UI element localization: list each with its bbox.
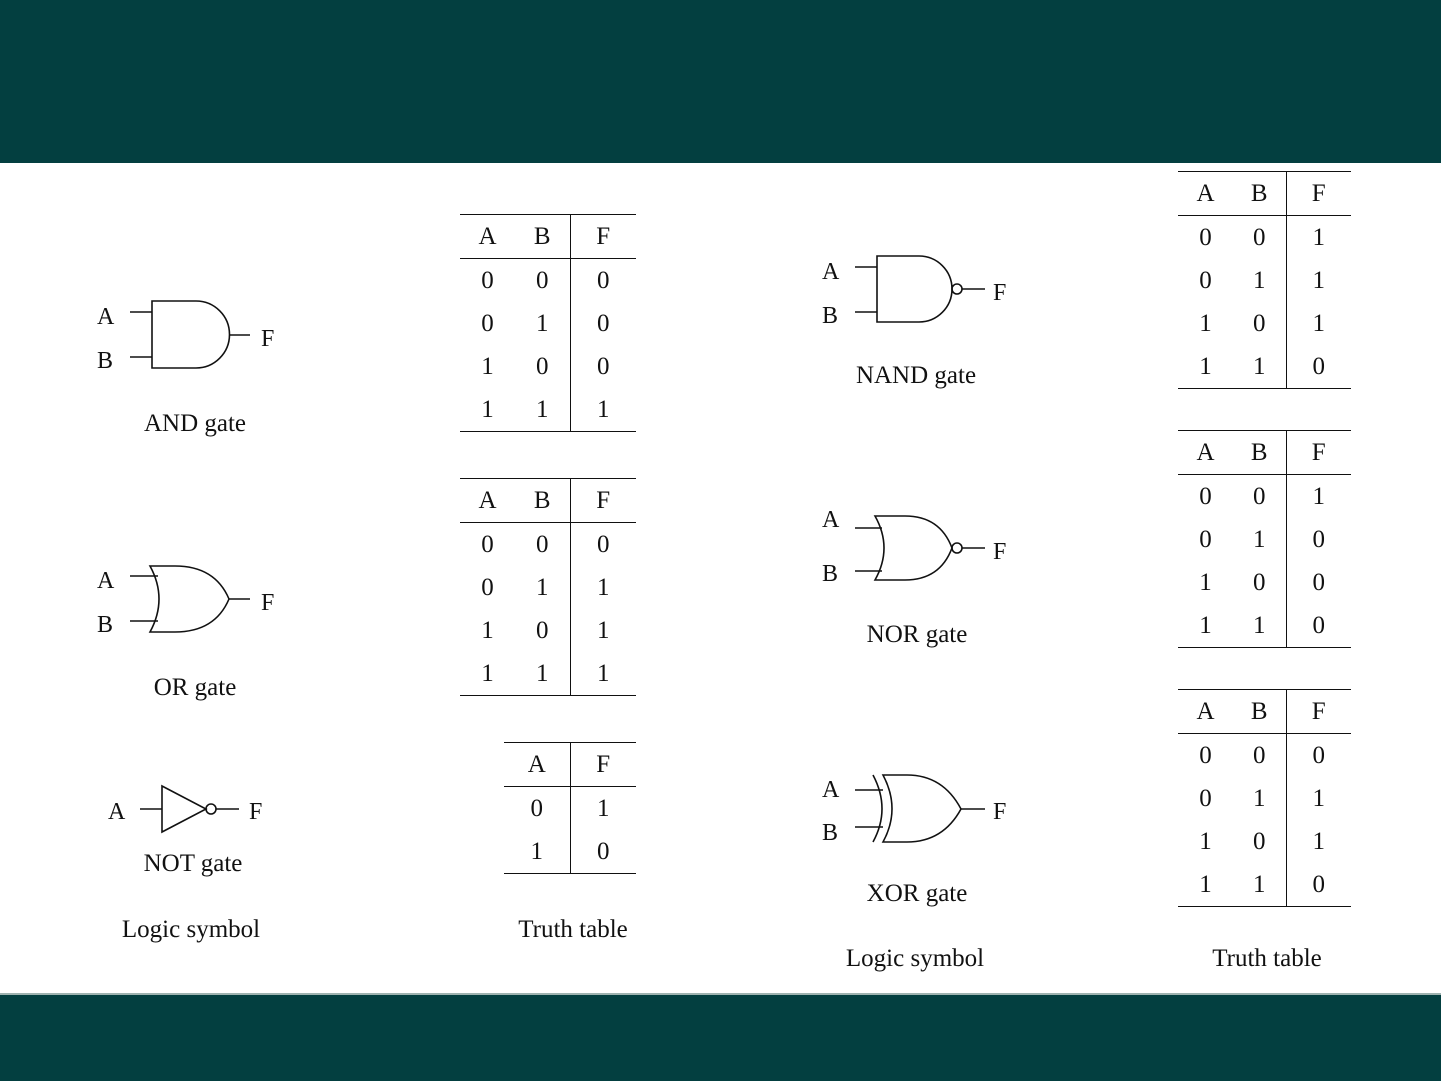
table-cell: 1: [1286, 259, 1351, 302]
table-cell: 1: [1286, 820, 1351, 863]
table-cell: 1: [1286, 302, 1351, 345]
table-header: B: [1233, 172, 1286, 216]
table-row: [1178, 734, 1351, 778]
table-cell: 0: [1253, 310, 1266, 337]
nor-gate-label: NOR gate: [866, 621, 968, 648]
table-row: [1178, 475, 1351, 519]
table-cell: 1: [1286, 216, 1351, 260]
nor-output-label: F: [993, 539, 1007, 565]
not-gate-label: NOT gate: [143, 850, 243, 877]
or-input-a-label: A: [97, 568, 115, 594]
xor-input-curve: [873, 775, 882, 842]
right-logic-symbol-caption: Logic symbol: [845, 945, 985, 972]
table-cell: 1: [536, 310, 549, 337]
nand-gate-label: NAND gate: [855, 362, 977, 389]
table-cell: 0: [1253, 828, 1266, 855]
table-header: F: [1286, 172, 1351, 216]
table-cell: 0: [1286, 734, 1351, 778]
table-cell: 1: [1199, 612, 1212, 639]
table-cell: 1: [1199, 828, 1212, 855]
table-cell: 0: [570, 830, 636, 874]
table-cell: 0: [1199, 785, 1212, 812]
and-output-label: F: [261, 326, 275, 352]
table-cell: 0: [1286, 561, 1351, 604]
nand-gate-body: [877, 256, 952, 322]
xor-output-label: F: [993, 799, 1007, 825]
and-gate-body: [152, 301, 229, 368]
xor-gate-symbol: [815, 765, 1025, 855]
left-truth-table-caption: Truth table: [518, 916, 628, 943]
or-gate-symbol: [90, 555, 290, 645]
not-truth-table: [504, 742, 636, 874]
table-row: [504, 830, 636, 874]
nand-output-label: F: [993, 280, 1007, 306]
table-cell: 0: [1286, 518, 1351, 561]
nand-truth-table: [1178, 171, 1351, 389]
table-cell: 0: [481, 574, 494, 601]
table-cell: 1: [481, 617, 494, 644]
top-band: [0, 0, 1441, 163]
table-cell: 1: [481, 353, 494, 380]
xor-input-b-label: B: [822, 820, 839, 846]
table-cell: 1: [1253, 871, 1266, 898]
table-cell: 1: [570, 388, 636, 432]
and-gate-symbol: [90, 290, 290, 380]
table-header: F: [570, 479, 636, 523]
table-header: A: [460, 479, 515, 523]
table-cell: 0: [536, 353, 549, 380]
table-row: [460, 345, 636, 388]
table-cell: 1: [570, 652, 636, 696]
table-cell: 1: [1253, 267, 1266, 294]
table-cell: 1: [530, 838, 543, 865]
and-input-b-label: B: [97, 348, 114, 374]
table-row: [1178, 259, 1351, 302]
and-gate-label: AND gate: [143, 410, 247, 437]
nand-input-b-label: B: [822, 303, 839, 329]
table-cell: 1: [536, 574, 549, 601]
not-gate-body: [162, 786, 206, 832]
table-cell: 1: [536, 660, 549, 687]
table-cell: 0: [1199, 526, 1212, 553]
table-cell: 0: [536, 531, 549, 558]
table-row: [460, 652, 636, 696]
table-row: [460, 259, 636, 303]
not-input-label: A: [108, 799, 126, 825]
table-cell: 1: [481, 396, 494, 423]
table-row: [460, 609, 636, 652]
table-row: [460, 302, 636, 345]
nor-gate-body: [875, 516, 952, 580]
table-row: [1178, 863, 1351, 907]
table-cell: 1: [481, 660, 494, 687]
table-cell: 1: [570, 609, 636, 652]
table-cell: 0: [536, 617, 549, 644]
nor-input-a-label: A: [822, 507, 840, 533]
left-logic-symbol-caption: Logic symbol: [121, 916, 261, 943]
xor-gate-body: [883, 775, 961, 842]
table-row: [1178, 604, 1351, 648]
table-row: [1178, 561, 1351, 604]
table-cell: 1: [1286, 475, 1351, 519]
nor-input-b-label: B: [822, 561, 839, 587]
table-cell: 0: [570, 259, 636, 303]
table-header: A: [504, 743, 570, 787]
table-row: [1178, 302, 1351, 345]
table-header: F: [570, 215, 636, 259]
table-cell: 0: [536, 267, 549, 294]
table-header: A: [460, 215, 515, 259]
table-header: B: [1233, 690, 1286, 734]
table-header: A: [1178, 690, 1233, 734]
table-cell: 0: [1286, 345, 1351, 389]
table-header: B: [515, 479, 570, 523]
table-header: A: [1178, 172, 1233, 216]
table-header: F: [570, 743, 636, 787]
nand-gate-symbol: [815, 245, 1025, 335]
table-cell: 0: [481, 531, 494, 558]
or-gate-label: OR gate: [153, 674, 237, 701]
table-row: [460, 523, 636, 567]
table-cell: 0: [1199, 742, 1212, 769]
table-header: B: [515, 215, 570, 259]
table-row: [1178, 820, 1351, 863]
nand-input-a-label: A: [822, 259, 840, 285]
right-truth-table-caption: Truth table: [1212, 945, 1322, 972]
table-cell: 0: [1286, 604, 1351, 648]
table-row: [1178, 518, 1351, 561]
table-row: [1178, 777, 1351, 820]
table-cell: 1: [536, 396, 549, 423]
xor-truth-table: [1178, 689, 1351, 907]
table-cell: 0: [1286, 863, 1351, 907]
or-gate-body: [150, 566, 229, 632]
table-cell: 0: [1253, 483, 1266, 510]
or-input-b-label: B: [97, 612, 114, 638]
bottom-band: [0, 995, 1441, 1081]
table-cell: 0: [1253, 569, 1266, 596]
table-cell: 1: [1199, 353, 1212, 380]
table-row: [460, 388, 636, 432]
table-cell: 1: [1253, 612, 1266, 639]
table-cell: 0: [570, 302, 636, 345]
nor-gate-symbol: [815, 500, 1025, 600]
table-row: [1178, 216, 1351, 260]
table-cell: 1: [1199, 569, 1212, 596]
table-cell: 1: [1253, 526, 1266, 553]
not-output-label: F: [249, 799, 263, 825]
nand-inverter-bubble: [952, 284, 962, 294]
table-cell: 0: [481, 267, 494, 294]
table-cell: 1: [1199, 310, 1212, 337]
table-cell: 0: [481, 310, 494, 337]
table-header: A: [1178, 431, 1233, 475]
table-cell: 0: [1253, 224, 1266, 251]
table-cell: 0: [1199, 224, 1212, 251]
table-row: [1178, 345, 1351, 389]
or-truth-table: [460, 478, 636, 696]
table-cell: 1: [1253, 353, 1266, 380]
table-cell: 0: [1253, 742, 1266, 769]
table-cell: 1: [1286, 777, 1351, 820]
xor-gate-label: XOR gate: [866, 880, 968, 907]
table-header: F: [1286, 690, 1351, 734]
xor-input-a-label: A: [822, 777, 840, 803]
table-cell: 1: [1199, 871, 1212, 898]
table-row: [504, 787, 636, 831]
table-header: F: [1286, 431, 1351, 475]
table-cell: 0: [530, 795, 543, 822]
table-cell: 1: [570, 566, 636, 609]
table-cell: 0: [570, 345, 636, 388]
table-row: [460, 566, 636, 609]
nor-truth-table: [1178, 430, 1351, 648]
or-output-label: F: [261, 590, 275, 616]
table-header: B: [1233, 431, 1286, 475]
and-input-a-label: A: [97, 304, 115, 330]
and-truth-table: [460, 214, 636, 432]
table-cell: 0: [1199, 267, 1212, 294]
table-cell: 0: [570, 523, 636, 567]
not-gate-symbol: [100, 780, 280, 840]
table-cell: 0: [1199, 483, 1212, 510]
table-cell: 1: [570, 787, 636, 831]
table-cell: 1: [1253, 785, 1266, 812]
nor-inverter-bubble: [952, 543, 962, 553]
